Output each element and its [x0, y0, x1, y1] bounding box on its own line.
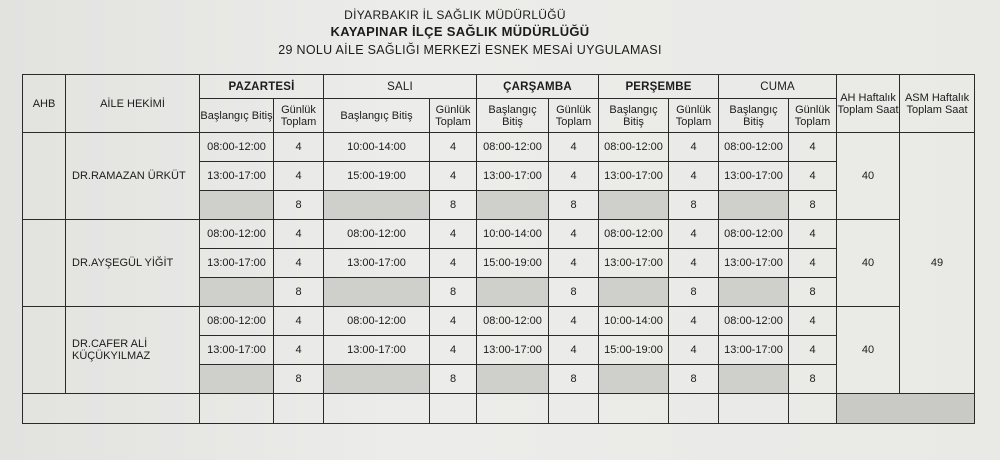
time-range-cell: 13:00-17:00	[719, 336, 789, 365]
time-range-cell: 08:00-12:00	[477, 307, 549, 336]
table-row	[23, 307, 975, 336]
time-range-cell: 08:00-12:00	[324, 220, 430, 249]
daily-total-cell: 4	[274, 220, 324, 249]
daily-total-cell: 8	[430, 278, 477, 307]
daily-total-cell: 4	[274, 249, 324, 278]
time-range-cell: 15:00-19:00	[477, 249, 549, 278]
ahb-cell	[23, 307, 66, 394]
empty-cell	[719, 394, 789, 424]
daily-total-cell: 8	[549, 191, 599, 220]
col-ahb: AHB	[23, 75, 66, 133]
day-monday: PAZARTESİ	[200, 75, 324, 99]
col-start-end: Başlangıç Bitiş	[719, 99, 789, 133]
time-range-cell: 15:00-19:00	[599, 336, 669, 365]
daily-total-cell: 8	[274, 365, 324, 394]
col-asm-weekly: ASM Haftalık Toplam Saat	[900, 75, 975, 133]
daily-total-cell: 4	[430, 220, 477, 249]
time-range-cell	[719, 278, 789, 307]
ah-weekly-total: 40	[837, 307, 900, 394]
time-range-cell	[477, 278, 549, 307]
time-range-cell	[324, 365, 430, 394]
daily-total-cell: 8	[789, 365, 837, 394]
time-range-cell	[200, 191, 274, 220]
time-range-cell: 08:00-12:00	[477, 133, 549, 162]
header-title: 29 NOLU AİLE SAĞLIĞI MERKEZİ ESNEK MESAİ UYGULAMASI	[278, 43, 662, 57]
time-range-cell: 08:00-12:00	[719, 307, 789, 336]
empty-cell	[274, 394, 324, 424]
daily-total-cell: 4	[274, 162, 324, 191]
time-range-cell	[719, 191, 789, 220]
time-range-cell: 08:00-12:00	[324, 307, 430, 336]
time-range-cell	[324, 191, 430, 220]
empty-cell	[669, 394, 719, 424]
daily-total-cell: 8	[669, 191, 719, 220]
asm-weekly-total: 49	[900, 133, 975, 394]
empty-cell	[477, 394, 549, 424]
daily-total-cell: 4	[549, 133, 599, 162]
daily-total-cell: 8	[669, 365, 719, 394]
daily-total-cell: 4	[789, 307, 837, 336]
day-thursday: PERŞEMBE	[599, 75, 719, 99]
daily-total-cell: 4	[430, 336, 477, 365]
daily-total-cell: 8	[430, 365, 477, 394]
daily-total-cell: 8	[789, 278, 837, 307]
time-range-cell	[719, 365, 789, 394]
doctor-name: DR.RAMAZAN ÜRKÜT	[66, 133, 200, 220]
time-range-cell: 13:00-17:00	[324, 249, 430, 278]
col-daily-total: Günlük Toplam	[274, 99, 324, 133]
col-daily-total: Günlük Toplam	[669, 99, 719, 133]
col-start-end: Başlangıç Bitiş	[324, 99, 430, 133]
daily-total-cell: 4	[274, 133, 324, 162]
time-range-cell: 15:00-19:00	[324, 162, 430, 191]
time-range-cell: 13:00-17:00	[599, 162, 669, 191]
daily-total-cell: 4	[789, 336, 837, 365]
day-tuesday: SALI	[324, 75, 477, 99]
daily-total-cell: 4	[430, 307, 477, 336]
time-range-cell	[324, 278, 430, 307]
time-range-cell: 13:00-17:00	[200, 162, 274, 191]
empty-cell	[430, 394, 477, 424]
time-range-cell: 08:00-12:00	[200, 307, 274, 336]
doctor-name: DR.AYŞEGÜL YİĞİT	[66, 220, 200, 307]
daily-total-cell: 4	[549, 307, 599, 336]
daily-total-cell: 4	[669, 249, 719, 278]
table-row	[23, 220, 975, 249]
time-range-cell: 13:00-17:00	[324, 336, 430, 365]
table-row	[23, 133, 975, 162]
empty-cell	[324, 394, 430, 424]
time-range-cell: 08:00-12:00	[719, 133, 789, 162]
time-range-cell: 13:00-17:00	[477, 336, 549, 365]
time-range-cell: 08:00-12:00	[200, 220, 274, 249]
daily-total-cell: 4	[274, 307, 324, 336]
daily-total-cell: 4	[549, 220, 599, 249]
daily-total-cell: 4	[430, 249, 477, 278]
time-range-cell: 10:00-14:00	[324, 133, 430, 162]
daily-total-cell: 4	[789, 249, 837, 278]
time-range-cell	[200, 278, 274, 307]
day-friday: CUMA	[719, 75, 837, 99]
empty-cell	[23, 394, 200, 424]
daily-total-cell: 8	[430, 191, 477, 220]
ah-weekly-total: 40	[837, 133, 900, 220]
time-range-cell	[477, 191, 549, 220]
time-range-cell: 08:00-12:00	[599, 220, 669, 249]
header-province: DİYARBAKIR İL SAĞLIK MÜDÜRLÜĞÜ	[344, 8, 566, 22]
daily-total-cell: 4	[789, 220, 837, 249]
time-range-cell	[599, 191, 669, 220]
ahb-cell	[23, 133, 66, 220]
time-range-cell: 08:00-12:00	[719, 220, 789, 249]
ah-weekly-total: 40	[837, 220, 900, 307]
daily-total-cell: 4	[789, 133, 837, 162]
daily-total-cell: 4	[669, 162, 719, 191]
daily-total-cell: 8	[549, 365, 599, 394]
doctor-name: DR.CAFER ALİ KÜÇÜKYILMAZ	[66, 307, 200, 394]
daily-total-cell: 8	[789, 191, 837, 220]
time-range-cell: 13:00-17:00	[719, 162, 789, 191]
col-daily-total: Günlük Toplam	[549, 99, 599, 133]
col-daily-total: Günlük Toplam	[430, 99, 477, 133]
daily-total-cell: 4	[669, 307, 719, 336]
time-range-cell: 13:00-17:00	[599, 249, 669, 278]
daily-total-cell: 8	[274, 191, 324, 220]
daily-total-cell: 4	[549, 162, 599, 191]
time-range-cell	[200, 365, 274, 394]
time-range-cell: 13:00-17:00	[477, 162, 549, 191]
time-range-cell: 10:00-14:00	[599, 307, 669, 336]
time-range-cell	[477, 365, 549, 394]
col-ah-weekly: AH Haftalık Toplam Saat	[837, 75, 900, 133]
empty-cell	[549, 394, 599, 424]
empty-cell	[789, 394, 837, 424]
daily-total-cell: 8	[549, 278, 599, 307]
empty-cell	[200, 394, 274, 424]
ahb-cell	[23, 220, 66, 307]
col-doctor: AİLE HEKİMİ	[66, 75, 200, 133]
daily-total-cell: 4	[430, 162, 477, 191]
time-range-cell: 13:00-17:00	[200, 249, 274, 278]
time-range-cell: 08:00-12:00	[599, 133, 669, 162]
daily-total-cell: 4	[669, 220, 719, 249]
time-range-cell: 13:00-17:00	[200, 336, 274, 365]
empty-cell	[837, 394, 975, 424]
time-range-cell	[599, 365, 669, 394]
time-range-cell: 10:00-14:00	[477, 220, 549, 249]
time-range-cell	[599, 278, 669, 307]
header-district: KAYAPINAR İLÇE SAĞLIK MÜDÜRLÜĞÜ	[330, 24, 590, 39]
col-start-end: Başlangıç Bitiş	[599, 99, 669, 133]
empty-cell	[599, 394, 669, 424]
time-range-cell: 08:00-12:00	[200, 133, 274, 162]
daily-total-cell: 4	[549, 249, 599, 278]
table-row-empty	[23, 394, 975, 424]
daily-total-cell: 4	[430, 133, 477, 162]
daily-total-cell: 4	[669, 336, 719, 365]
daily-total-cell: 4	[669, 133, 719, 162]
col-start-end: Başlangıç Bitiş	[477, 99, 549, 133]
daily-total-cell: 8	[274, 278, 324, 307]
time-range-cell: 13:00-17:00	[719, 249, 789, 278]
col-daily-total: Günlük Toplam	[789, 99, 837, 133]
daily-total-cell: 8	[669, 278, 719, 307]
schedule-table	[22, 74, 975, 424]
col-start-end: Başlangıç Bitiş	[200, 99, 274, 133]
daily-total-cell: 4	[274, 336, 324, 365]
daily-total-cell: 4	[789, 162, 837, 191]
day-wednesday: ÇARŞAMBA	[477, 75, 599, 99]
daily-total-cell: 4	[549, 336, 599, 365]
